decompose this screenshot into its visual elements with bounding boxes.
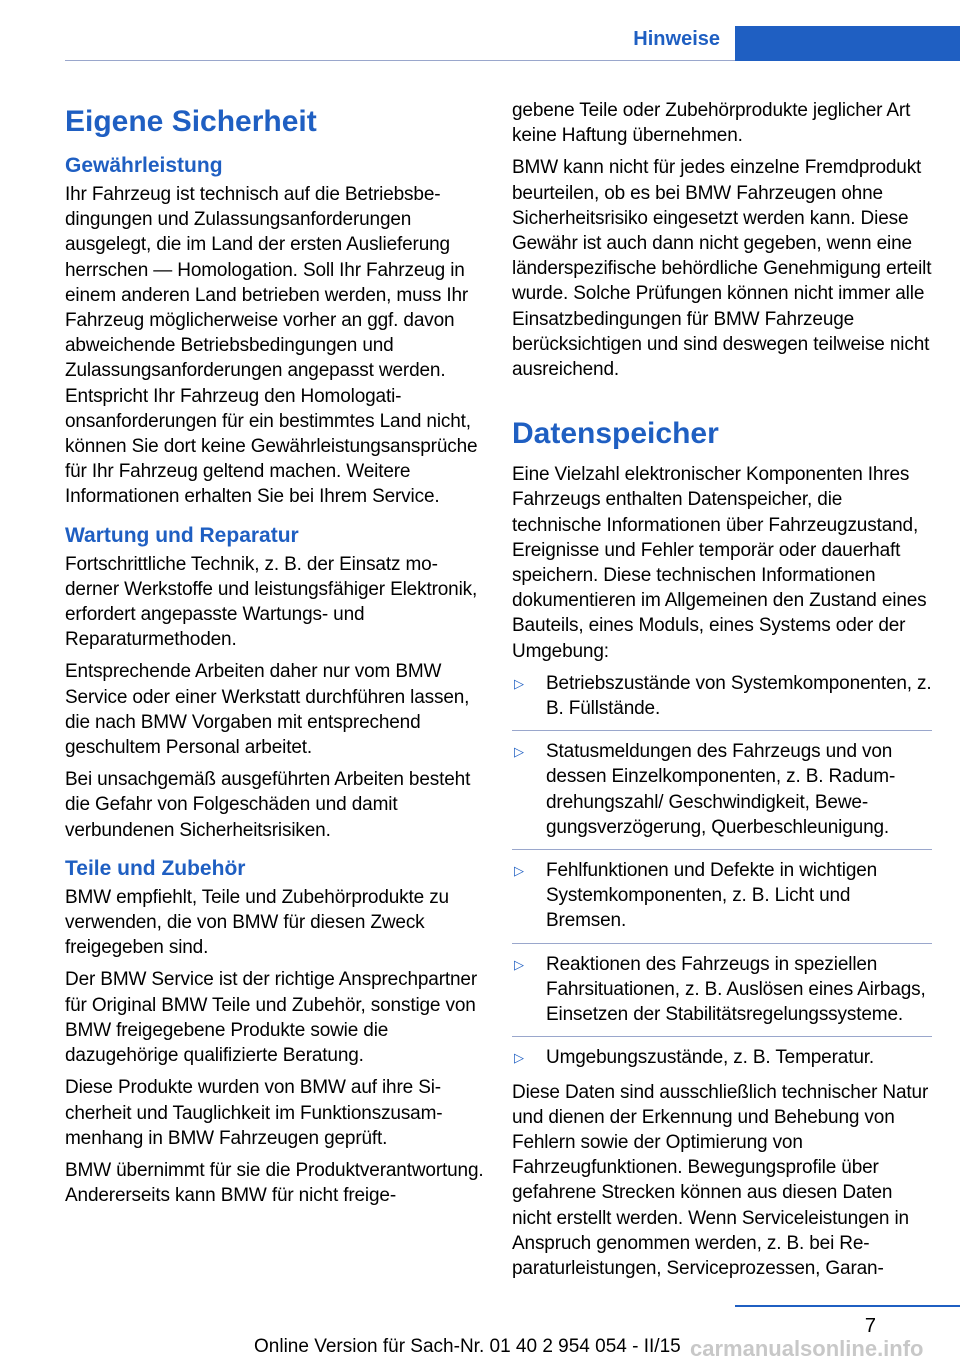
triangle-right-icon: ▷: [514, 1050, 524, 1066]
triangle-right-icon: ▷: [514, 863, 524, 879]
header-rule: [65, 60, 735, 61]
paragraph: Diese Daten sind ausschließlich technischer Natur und dienen der Erkennung und Behebung von Fehlern sowie der Optimierung von Fahrzeugfunktionen. Bewegungsprofile über gefahrene Strecken können aus diesen Daten nicht erstellt werden. Wenn Serviceleistungen in Anspruch genommen werden, z. B. bei Reparaturleistungen, Serviceprozessen, Garan-: [512, 1081, 929, 1279]
triangle-right-icon: ▷: [514, 956, 524, 972]
list-item: [512, 858, 932, 934]
paragraph: BMW kann nicht für jedes einzelne Fremdprodukt beurteilen, ob es bei BMW Fahrzeugen ohne Sicherheitsrisiko eingesetzt werden kann. Diese Gewähr ist auch dann nicht gegeben, wenn eine länderspezifische behördliche Genehmigung erteilt wurde. Solche Prüfungen können nicht immer alle Einsatzbedingungen für BMW Fahrzeuge berücksichtigen und sind deswegen teilweise nicht ausreichend.: [512, 157, 932, 381]
left-column: [65, 98, 485, 1215]
paragraph: Ihr Fahrzeug ist technisch auf die Betriebsbedingungen und Zulassungsanforderungen ausgelegt, die im Land der ersten Auslieferung herrschen — Homologation. Soll Ihr Fahrzeug in einem anderen Land betrieben werden, muss Ihr Fahrzeug möglicherweise vorher an ggf. davon abweichende Betriebsbedingungen und Zulassungsanforderungen angepasst werden. Entspricht Ihr Fahrzeug den Homologationsanforderungen für ein bestimmtes Land nicht, können Sie dort keine Gewährleistungsansprüche für Ihr Fahrzeug geltend machen. Weitere Informationen erhalten Sie bei Ihrem Service.: [65, 184, 478, 508]
list-item: [512, 671, 932, 721]
divider: [512, 943, 932, 944]
divider: [512, 1036, 932, 1037]
section-label: Hinweise: [633, 28, 720, 50]
title-eigene-sicherheit: Eigene Sicherheit: [65, 105, 317, 138]
divider: [512, 730, 932, 731]
paragraph: Fortschrittliche Technik, z. B. der Einsatz moderner Werkstoffe und leistungsfähiger Elektronik, erfordert angepasste Wartungs- und Reparaturmethoden.: [65, 553, 478, 651]
bullet-list: [512, 671, 932, 1071]
list-item-text: Statusmeldungen des Fahrzeugs und von dessen Einzelkomponenten, z. B. Radumdrehungszahl/ Geschwindigkeit, Bewegungsverzögerung, Querbeschleunigung.: [546, 741, 896, 838]
list-item-text: Betriebszustände von Systemkomponenten, z. B. Füllstände.: [546, 672, 932, 720]
heading-teile: Teile und Zubehör: [65, 856, 246, 880]
paragraph: Entsprechende Arbeiten daher nur vom BMW Service oder einer Werkstatt durchführen lassen, die nach BMW Vorgaben mit entsprechend geschultem Personal arbeitet.: [65, 661, 470, 759]
paragraph: Eine Vielzahl elektronischer Komponenten Ihres Fahrzeugs enthalten Datenspeicher, die technische Informationen über Fahrzeugzustand, Ereignisse und Fehler temporär oder dauerhaft speichern. Diese technischen Informationen dokumentieren im Allgemeinen den Zustand eines Bauteils, eines Moduls, eines Systems oder der Umgebung:: [512, 464, 927, 662]
heading-gewaehrleistung: Gewährleistung: [65, 154, 223, 177]
footer-rule: [735, 1305, 960, 1307]
list-item: [512, 952, 932, 1028]
list-item-text: Reaktionen des Fahrzeugs in speziellen Fahrsituationen, z. B. Auslösen eines Airbags, Einsetzen der Stabilitätsregelungssysteme.: [546, 953, 926, 1026]
title-datenspeicher: Datenspeicher: [512, 417, 719, 451]
paragraph: BMW empfiehlt, Teile und Zubehörprodukte zu verwenden, die von BMW für diesen Zweck freigegeben sind.: [65, 886, 449, 959]
header-accent-bar: [735, 26, 960, 61]
paragraph: Diese Produkte wurden von BMW auf ihre Sicherheit und Tauglichkeit im Funktionszusammenhang in BMW Fahrzeugen geprüft.: [65, 1077, 443, 1149]
watermark: carmanualsonline.info: [690, 1336, 924, 1361]
right-column: [512, 98, 932, 1288]
paragraph: Bei unsachgemäß ausgeführten Arbeiten besteht die Gefahr von Folgeschäden und damit verbundenen Sicherheitsrisiken.: [65, 769, 471, 841]
paragraph: BMW übernimmt für sie die Produktverantwortung. Andererseits kann BMW für nicht freige-: [65, 1159, 484, 1207]
list-item-text: Umgebungszustände, z. B. Temperatur.: [546, 1047, 874, 1069]
triangle-right-icon: ▷: [514, 744, 524, 760]
page-number: 7: [864, 1315, 876, 1337]
list-item: [512, 739, 932, 840]
divider: [512, 849, 932, 850]
list-item-text: Fehlfunktionen und Defekte in wichtigen Systemkomponenten, z. B. Licht und Bremsen.: [546, 860, 878, 932]
paragraph: Der BMW Service ist der richtige Ansprechpartner für Original BMW Teile und Zubehör, sonstige von BMW freigegebene Produkte sowie die dazugehörige qualifizierte Beratung.: [65, 969, 478, 1067]
footer-version: Online Version für Sach-Nr. 01 40 2 954 054 - II/15: [254, 1336, 681, 1357]
heading-wartung: Wartung und Reparatur: [65, 523, 299, 547]
paragraph: gebene Teile oder Zubehörprodukte jeglicher Art keine Haftung übernehmen.: [512, 100, 911, 147]
list-item: [512, 1045, 932, 1070]
triangle-right-icon: ▷: [514, 675, 524, 691]
